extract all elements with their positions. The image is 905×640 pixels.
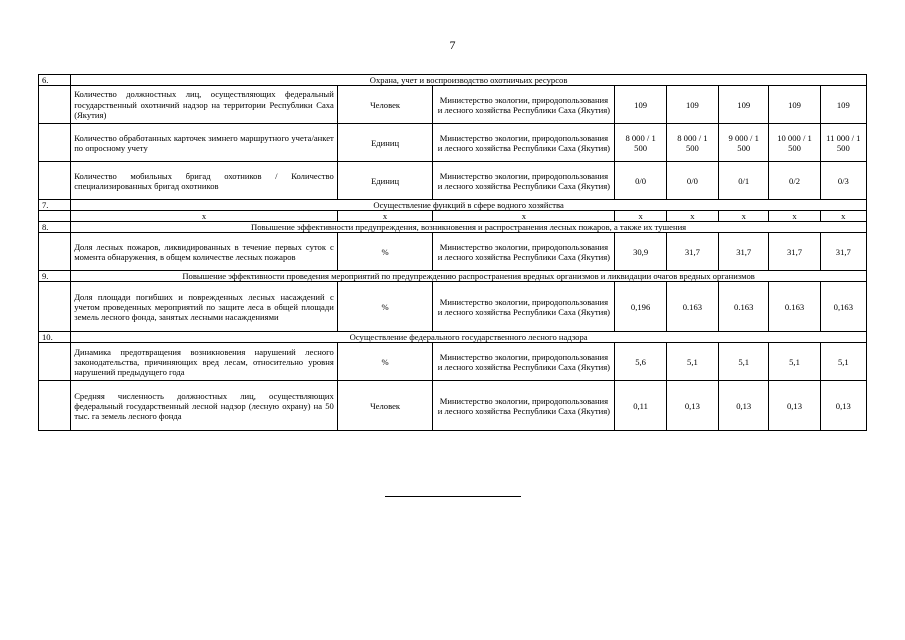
section-number: 9. [39, 271, 71, 282]
value-cell: х [769, 211, 820, 222]
value-cell: 9 000 / 1 500 [719, 124, 769, 162]
organization-cell: Министерство экологии, природопользования и лесного хозяйства Республики Саха (Якутия) [433, 162, 615, 200]
section-title: Осуществление федерального государственного лесного надзора [71, 332, 867, 343]
unit-cell: х [337, 211, 433, 222]
value-cell: 109 [615, 86, 666, 124]
value-cell: 31,7 [719, 233, 769, 271]
value-cell: 5,6 [615, 343, 666, 381]
value-cell: 0,13 [666, 381, 718, 431]
table-row [39, 282, 867, 332]
value-cell: 31,7 [820, 233, 866, 271]
indicators-table [38, 74, 867, 431]
unit-cell: % [337, 282, 433, 332]
section-title: Повышение эффективности проведения мероприятий по предупреждению распространения вредных организмов и ликвидации очагов вредных организмов [71, 271, 867, 282]
section-row-9 [39, 271, 867, 282]
section-number: 10. [39, 332, 71, 343]
section-row-7 [39, 200, 867, 211]
table-row [39, 343, 867, 381]
value-cell: х [719, 211, 769, 222]
indicator-name: Доля площади погибших и поврежденных лесных насаждений с учетом проведенных мероприятий по защите леса в общей площади земель лесного фонда, занятых лесными насаждениями [71, 282, 338, 332]
section-number: 7. [39, 200, 71, 211]
indicator-name: Количество должностных лиц, осуществляющих федеральный государственный охотничий надзор на территории Республики Саха (Якутия) [71, 86, 338, 124]
value-cell: 0,11 [615, 381, 666, 431]
value-cell: 10 000 / 1 500 [769, 124, 820, 162]
value-cell: 0,13 [820, 381, 866, 431]
value-cell: 8 000 / 1 500 [666, 124, 718, 162]
value-cell: 109 [769, 86, 820, 124]
value-cell: 5,1 [769, 343, 820, 381]
value-cell: 0,196 [615, 282, 666, 332]
value-cell: 5,1 [820, 343, 866, 381]
value-cell: х [615, 211, 666, 222]
organization-cell: Министерство экологии, природопользования и лесного хозяйства Республики Саха (Якутия) [433, 381, 615, 431]
unit-cell: Человек [337, 381, 433, 431]
value-cell: 0/3 [820, 162, 866, 200]
value-cell: 0/2 [769, 162, 820, 200]
unit-cell: % [337, 343, 433, 381]
table-row [39, 211, 867, 222]
value-cell: 109 [820, 86, 866, 124]
table-row [39, 381, 867, 431]
value-cell: 8 000 / 1 500 [615, 124, 666, 162]
unit-cell: Человек [337, 86, 433, 124]
value-cell: 31,7 [666, 233, 718, 271]
value-cell: 0/0 [666, 162, 718, 200]
value-cell: 0.163 [769, 282, 820, 332]
indicator-name: Количество обработанных карточек зимнего маршрутного учета/анкет по опросному учету [71, 124, 338, 162]
value-cell: 109 [719, 86, 769, 124]
section-row-10 [39, 332, 867, 343]
value-cell: 0,13 [719, 381, 769, 431]
value-cell: 0.163 [666, 282, 718, 332]
organization-cell: Министерство экологии, природопользования и лесного хозяйства Республики Саха (Якутия) [433, 343, 615, 381]
indicator-name: Доля лесных пожаров, ликвидированных в течение первых суток с момента обнаружения, в общем количестве лесных пожаров [71, 233, 338, 271]
unit-cell: % [337, 233, 433, 271]
section-title: Осуществление функций в сфере водного хозяйства [71, 200, 867, 211]
value-cell: 30,9 [615, 233, 666, 271]
organization-cell: Министерство экологии, природопользования и лесного хозяйства Республики Саха (Якутия) [433, 282, 615, 332]
value-cell: 5,1 [666, 343, 718, 381]
indicator-name: х [71, 211, 338, 222]
table-row [39, 86, 867, 124]
section-row-8 [39, 222, 867, 233]
organization-cell: х [433, 211, 615, 222]
table-row [39, 162, 867, 200]
value-cell: 0.163 [719, 282, 769, 332]
value-cell: 109 [666, 86, 718, 124]
table-row [39, 124, 867, 162]
section-row-6 [39, 75, 867, 86]
section-title: Повышение эффективности предупреждения, возникновения и распространения лесных пожаров, а также их тушения [71, 222, 867, 233]
footer-rule [385, 496, 521, 497]
organization-cell: Министерство экологии, природопользования и лесного хозяйства Республики Саха (Якутия) [433, 86, 615, 124]
indicator-name: Количество мобильных бригад охотников / Количество специализированных бригад охотников [71, 162, 338, 200]
value-cell: 11 000 / 1 500 [820, 124, 866, 162]
value-cell: х [820, 211, 866, 222]
value-cell: 0,13 [769, 381, 820, 431]
value-cell: 5,1 [719, 343, 769, 381]
section-number: 6. [39, 75, 71, 86]
organization-cell: Министерство экологии, природопользования и лесного хозяйства Республики Саха (Якутия) [433, 124, 615, 162]
value-cell: 0/0 [615, 162, 666, 200]
value-cell: 31,7 [769, 233, 820, 271]
value-cell: 0/1 [719, 162, 769, 200]
section-title: Охрана, учет и воспроизводство охотничьих ресурсов [71, 75, 867, 86]
section-number: 8. [39, 222, 71, 233]
value-cell: х [666, 211, 718, 222]
unit-cell: Единиц [337, 124, 433, 162]
unit-cell: Единиц [337, 162, 433, 200]
organization-cell: Министерство экологии, природопользования и лесного хозяйства Республики Саха (Якутия) [433, 233, 615, 271]
indicator-name: Динамика предотвращения возникновения нарушений лесного законодательства, причиняющих вред лесам, относительно уровня нарушений предыдущего года [71, 343, 338, 381]
indicator-name: Средняя численность должностных лиц, осуществляющих федеральный государственный лесной надзор (лесную охрану) на 50 тыс. га земель лесного фонда [71, 381, 338, 431]
value-cell: 0,163 [820, 282, 866, 332]
page-number: 7 [449, 38, 456, 52]
table-row [39, 233, 867, 271]
